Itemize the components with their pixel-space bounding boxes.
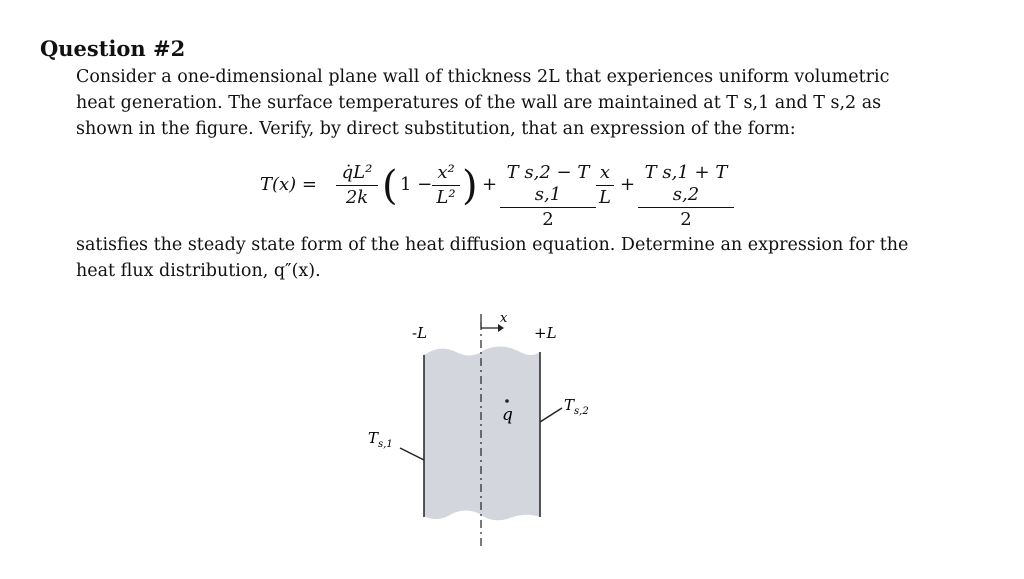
fraction-x-L	[596, 162, 614, 209]
fraction-numerator: q̇L²	[336, 162, 378, 186]
fraction-temp-difference	[500, 162, 596, 231]
label-ts1: $T_{s,1}$	[368, 429, 393, 450]
problem-statement: Consider a one-dimensional plane wall of thickness 2L that experiences uniform volumetric heat generation. The surface temperatures of the wall are maintained at T s,1 and T s,2 as shown in the figure. Verify, by direct substitution, that an expression of the form:	[76, 67, 890, 139]
equation-lhs: T(x) =	[260, 174, 318, 195]
fraction-numerator: T s,1 + T s,2	[638, 162, 734, 208]
fraction-denominator: 2	[542, 209, 554, 230]
ts1-leader	[400, 448, 424, 460]
plus-sign: +	[482, 174, 498, 195]
label-minus-L: -L	[412, 324, 428, 342]
plane-wall-figure	[360, 300, 620, 560]
fraction-numerator: x²	[432, 162, 460, 186]
wall-body	[424, 346, 540, 520]
paren-one-minus: 1 −	[400, 174, 433, 195]
left-paren: (	[382, 163, 398, 209]
label-qdot: q	[502, 405, 513, 425]
label-x: x	[500, 311, 508, 326]
fraction-denominator: 2k	[345, 187, 369, 208]
plus-sign-2: +	[620, 174, 636, 195]
fraction-denominator: L²	[436, 187, 456, 208]
fraction-x2-L2	[432, 162, 460, 209]
question-heading: Question #2	[40, 36, 186, 61]
label-plus-L: +L	[534, 324, 557, 342]
fraction-numerator: x	[596, 162, 614, 186]
fraction-denominator: 2	[680, 209, 692, 230]
fraction-qL2-2k	[336, 162, 378, 209]
ts2-leader	[540, 408, 562, 422]
qdot-dot	[505, 399, 509, 403]
right-paren: )	[462, 163, 478, 209]
label-ts2: $T_{s,2}$	[564, 396, 589, 417]
problem-question: satisfies the steady state form of the heat diffusion equation. Determine an expression for the heat flux distribution, q″(x).	[76, 235, 909, 281]
fraction-numerator: T s,2 − T s,1	[500, 162, 596, 208]
fraction-denominator: L	[599, 187, 611, 208]
temperature-equation	[260, 156, 780, 230]
fraction-temp-sum	[638, 162, 734, 231]
